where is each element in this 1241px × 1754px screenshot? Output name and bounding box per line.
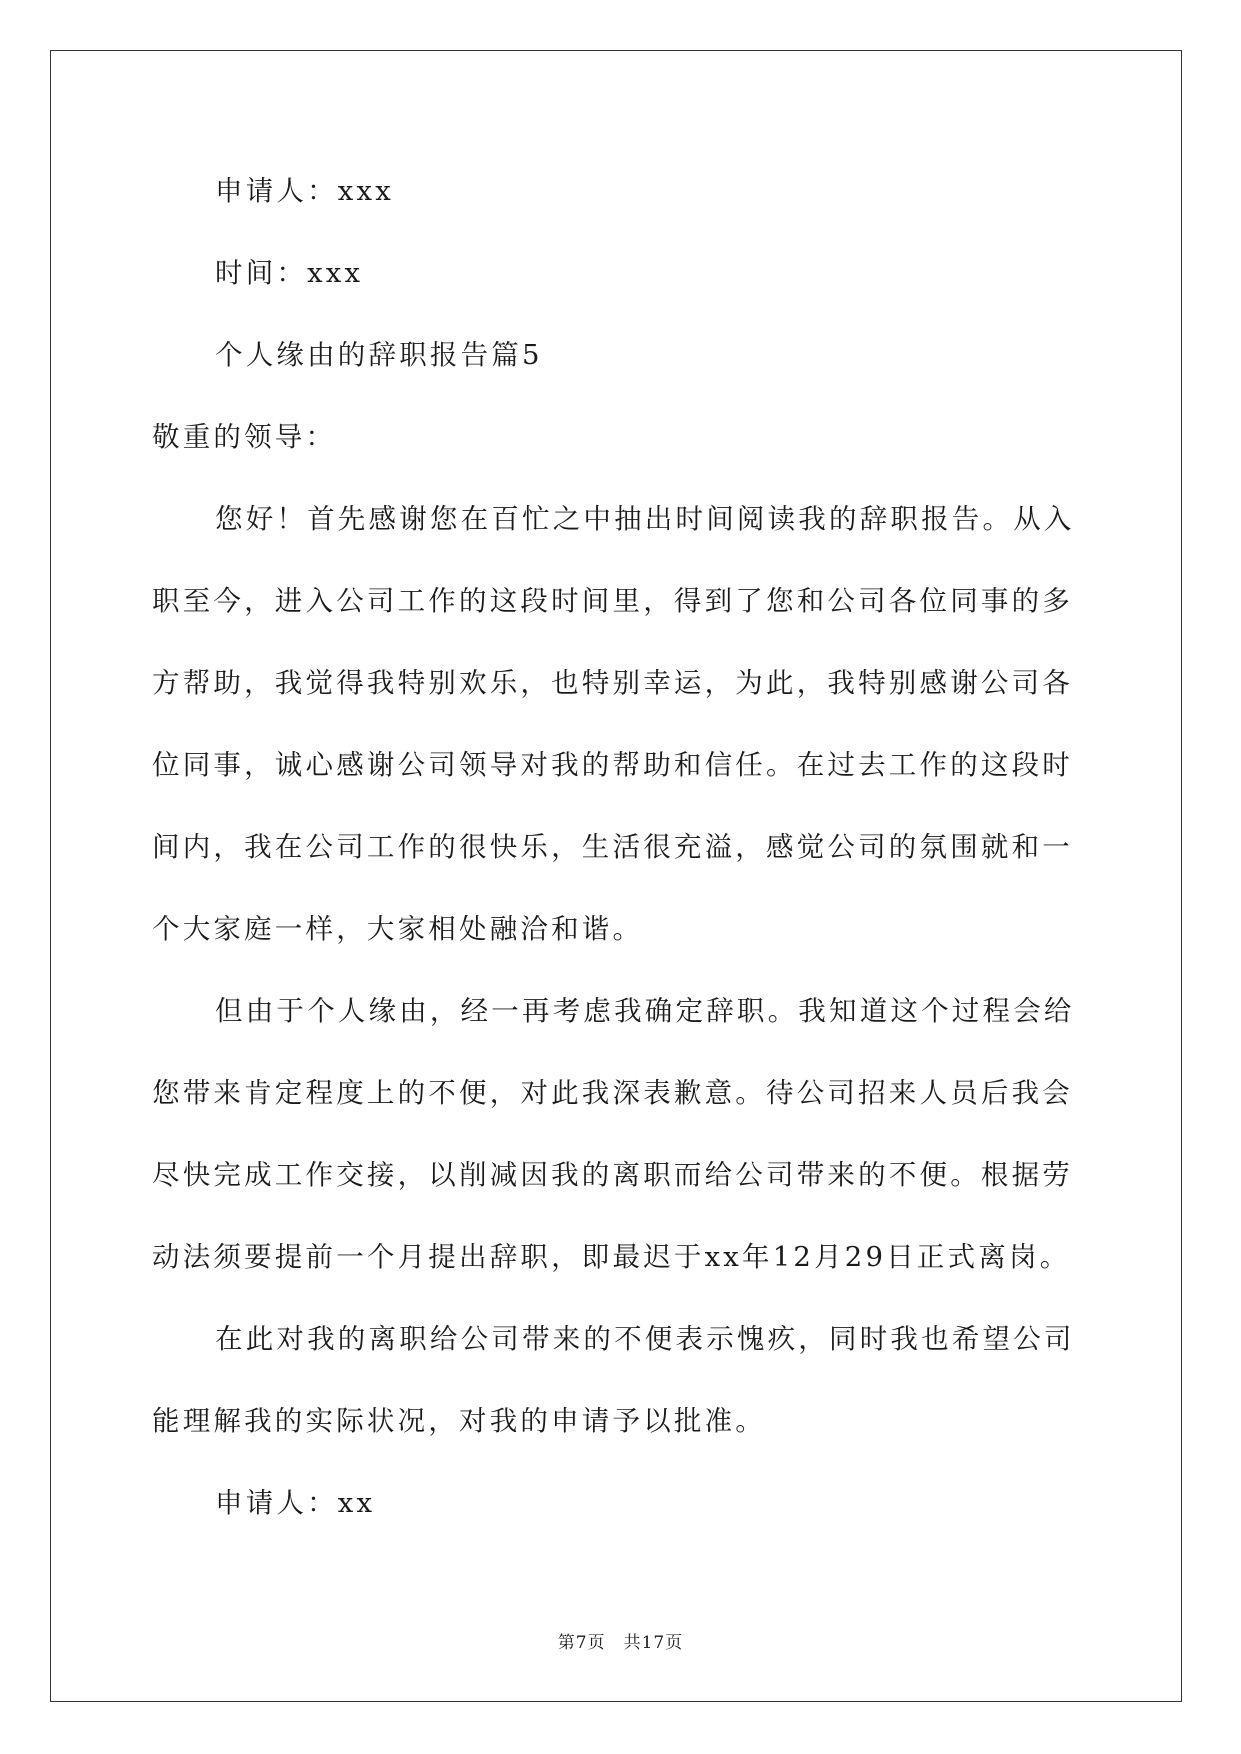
paragraph-line: 间内，我在公司工作的很快乐，生活很充溢，感觉公司的氛围就和一 xyxy=(152,831,1073,863)
paragraph-line: 职至今，进入公司工作的这段时间里，得到了您和公司各位同事的多 xyxy=(152,585,1073,617)
paragraph-line: 但由于个人缘由，经一再考虑我确定辞职。我知道这个过程会给 xyxy=(215,995,1075,1027)
paragraph-line: 方帮助，我觉得我特别欢乐，也特别幸运，为此，我特别感谢公司各 xyxy=(152,667,1073,699)
paragraph-line: 在此对我的离职给公司带来的不便表示愧疚，同时我也希望公司 xyxy=(215,1323,1075,1355)
page-number: 第7页 xyxy=(557,1633,606,1653)
salutation: 敬重的领导： xyxy=(152,421,337,453)
page-footer xyxy=(0,1628,1241,1653)
paragraph-line: 尽快完成工作交接，以削减因我的离职而给公司带来的不便。根据劳 xyxy=(152,1159,1073,1191)
date-line: 时间：xxx xyxy=(215,257,364,289)
paragraph-line: 能理解我的实际状况，对我的申请予以批准。 xyxy=(152,1405,766,1437)
applicant-line: 申请人：xxx xyxy=(215,175,394,207)
page-total: 共17页 xyxy=(623,1633,684,1653)
section-title: 个人缘由的辞职报告篇5 xyxy=(215,339,543,371)
paragraph-line: 您好！首先感谢您在百忙之中抽出时间阅读我的辞职报告。从入 xyxy=(215,503,1075,535)
paragraph-line: 个大家庭一样，大家相处融洽和谐。 xyxy=(152,913,644,945)
page-border xyxy=(50,50,1182,1702)
applicant-signature: 申请人：xx xyxy=(215,1487,376,1519)
paragraph-line: 动法须要提前一个月提出辞职，即最迟于xx年12月29日正式离岗。 xyxy=(152,1241,1071,1273)
paragraph-line: 位同事，诚心感谢公司领导对我的帮助和信任。在过去工作的这段时 xyxy=(152,749,1073,781)
paragraph-line: 您带来肯定程度上的不便，对此我深表歉意。待公司招来人员后我会 xyxy=(152,1077,1073,1109)
